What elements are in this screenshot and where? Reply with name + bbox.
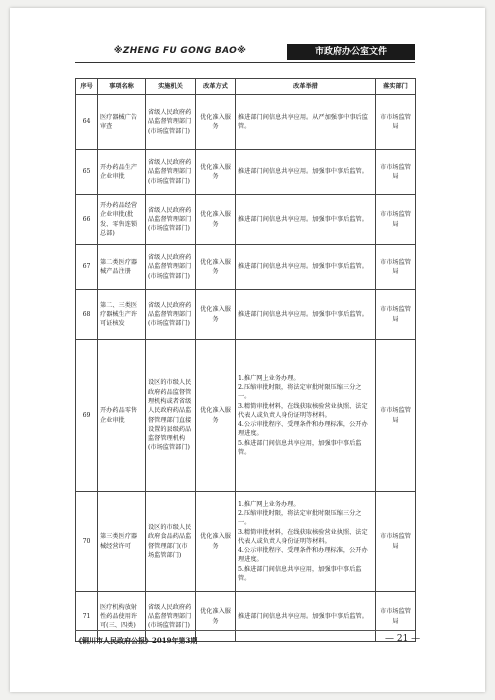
footer-divider	[75, 630, 415, 631]
cell-method: 优化准入服务	[196, 195, 236, 245]
cell-no: 64	[76, 95, 98, 150]
measure-item: 推进部门间信息共享应用。从严加强事中事后监管。	[238, 113, 368, 130]
cell-dept: 市市场监管局	[376, 150, 416, 195]
table-row	[76, 245, 416, 290]
table-header-row	[76, 79, 416, 95]
cell-method: 优化准入服务	[196, 340, 236, 492]
table-row	[76, 290, 416, 340]
cell-measures	[236, 290, 376, 340]
cell-measures	[236, 150, 376, 195]
cell-no: 68	[76, 290, 98, 340]
measure-item: 3.精简审批材料，在线获取核验营业执照、法定代表人或负责人身份证明等材料。	[238, 402, 368, 419]
cell-agency: 省级人民政府药品监督管理部门(市场监管部门)	[146, 150, 196, 195]
table-row	[76, 492, 416, 592]
measure-item: 推进部门间信息共享应用。加强事中事后监管。	[238, 215, 368, 223]
cell-no: 67	[76, 245, 98, 290]
measure-item: 4.公示审批程序、受理条件和办理标准，公开办理进度。	[238, 421, 368, 438]
col-header-name: 事项名称	[98, 79, 146, 95]
header-divider	[75, 62, 415, 63]
measure-item: 推进部门间信息共享应用。加强事中事后监管。	[238, 263, 368, 271]
measure-item: 推进部门间信息共享应用。加强事中事后监管。	[238, 310, 368, 318]
page-number: — 21 —	[385, 634, 421, 644]
header-title: ※ZHENG FU GONG BAO※	[113, 46, 247, 56]
cell-agency: 省级人民政府药品监督管理部门(市场监管部门)	[146, 592, 196, 642]
measure-item: 5.推进部门间信息共享应用，加强事中事后监管。	[238, 565, 362, 583]
cell-name: 医疗机构放射性药品使用许可(三、四类)	[98, 592, 146, 642]
header-badge: 市政府办公室文件	[287, 44, 415, 60]
cell-name: 开办药品生产企业审批	[98, 150, 146, 195]
col-header-dept: 落实部门	[376, 79, 416, 95]
cell-method: 优化准入服务	[196, 245, 236, 290]
measure-item: 2.压缩审批时限，将法定审批时限压缩三分之一。	[238, 383, 362, 401]
cell-name: 开办药品经营企业审批(批发、零售连锁总部)	[98, 195, 146, 245]
cell-agency: 设区的市级人民政府药品监督管理机构或者省级人民政府药品监督管理部门直接设置的县级药品监督管理机构(市场监管部门)	[146, 340, 196, 492]
cell-dept: 市市场监管局	[376, 592, 416, 642]
cell-name: 第二类医疗器械产品注册	[98, 245, 146, 290]
measure-item: 3.精简审批材料，在线获取核验营业执照、法定代表人或负责人身份证明等材料。	[238, 528, 368, 545]
cell-agency: 省级人民政府药品监督管理部门(市场监管部门)	[146, 195, 196, 245]
cell-measures	[236, 195, 376, 245]
cell-name: 第二、三类医疗器械生产许可证核发	[98, 290, 146, 340]
cell-measures	[236, 95, 376, 150]
cell-method: 优化准入服务	[196, 492, 236, 592]
measure-item: 推进部门间信息共享应用。加强事中事后监管。	[238, 612, 368, 620]
cell-name: 开办药品零售企业审批	[98, 340, 146, 492]
table-row	[76, 95, 416, 150]
reform-table	[75, 78, 416, 642]
cell-agency: 设区的市级人民政府食品药品监督管理部门(市场监管部门)	[146, 492, 196, 592]
cell-measures	[236, 340, 376, 492]
col-header-method: 改革方式	[196, 79, 236, 95]
cell-dept: 市市场监管局	[376, 340, 416, 492]
table-row	[76, 340, 416, 492]
cell-dept: 市市场监管局	[376, 492, 416, 592]
page-header	[75, 44, 415, 60]
cell-no: 71	[76, 592, 98, 642]
measure-item: 4.公示审批程序、受理条件和办理标准，公开办理进度。	[238, 547, 368, 564]
table-row	[76, 150, 416, 195]
cell-agency: 省级人民政府药品监督管理部门(市场监管部门)	[146, 290, 196, 340]
measure-item: 推进部门间信息共享应用。加强事中事后监管。	[238, 168, 368, 176]
cell-measures	[236, 245, 376, 290]
cell-dept: 市市场监管局	[376, 290, 416, 340]
footer-publication: 《铜川市人民政府公报》2019年第3期	[75, 636, 198, 645]
cell-no: 69	[76, 340, 98, 492]
col-header-agency: 实施机关	[146, 79, 196, 95]
cell-dept: 市市场监管局	[376, 95, 416, 150]
table-row	[76, 195, 416, 245]
measure-item: 1.推广网上业务办理。	[238, 500, 300, 508]
cell-dept: 市市场监管局	[376, 195, 416, 245]
cell-dept: 市市场监管局	[376, 245, 416, 290]
cell-method: 优化准入服务	[196, 290, 236, 340]
cell-measures	[236, 592, 376, 642]
col-header-no: 序号	[76, 79, 98, 95]
cell-agency: 省级人民政府药品监督管理部门(市场监管部门)	[146, 95, 196, 150]
col-header-measures: 改革举措	[236, 79, 376, 95]
measure-item: 5.推进部门间信息共享应用，加强事中事后监管。	[238, 439, 362, 457]
cell-method: 优化准入服务	[196, 592, 236, 642]
table-row	[76, 592, 416, 642]
cell-measures	[236, 492, 376, 592]
cell-no: 70	[76, 492, 98, 592]
cell-no: 65	[76, 150, 98, 195]
cell-method: 优化准入服务	[196, 150, 236, 195]
measure-item: 1.推广网上业务办理。	[238, 374, 300, 382]
cell-no: 66	[76, 195, 98, 245]
cell-method: 优化准入服务	[196, 95, 236, 150]
cell-agency: 省级人民政府药品监督管理部门(市场监管部门)	[146, 245, 196, 290]
measure-item: 2.压缩审批时限，将法定审批时限压缩三分之一。	[238, 509, 362, 527]
cell-name: 第三类医疗器械经营许可	[98, 492, 146, 592]
cell-name: 医疗器械广告审查	[98, 95, 146, 150]
